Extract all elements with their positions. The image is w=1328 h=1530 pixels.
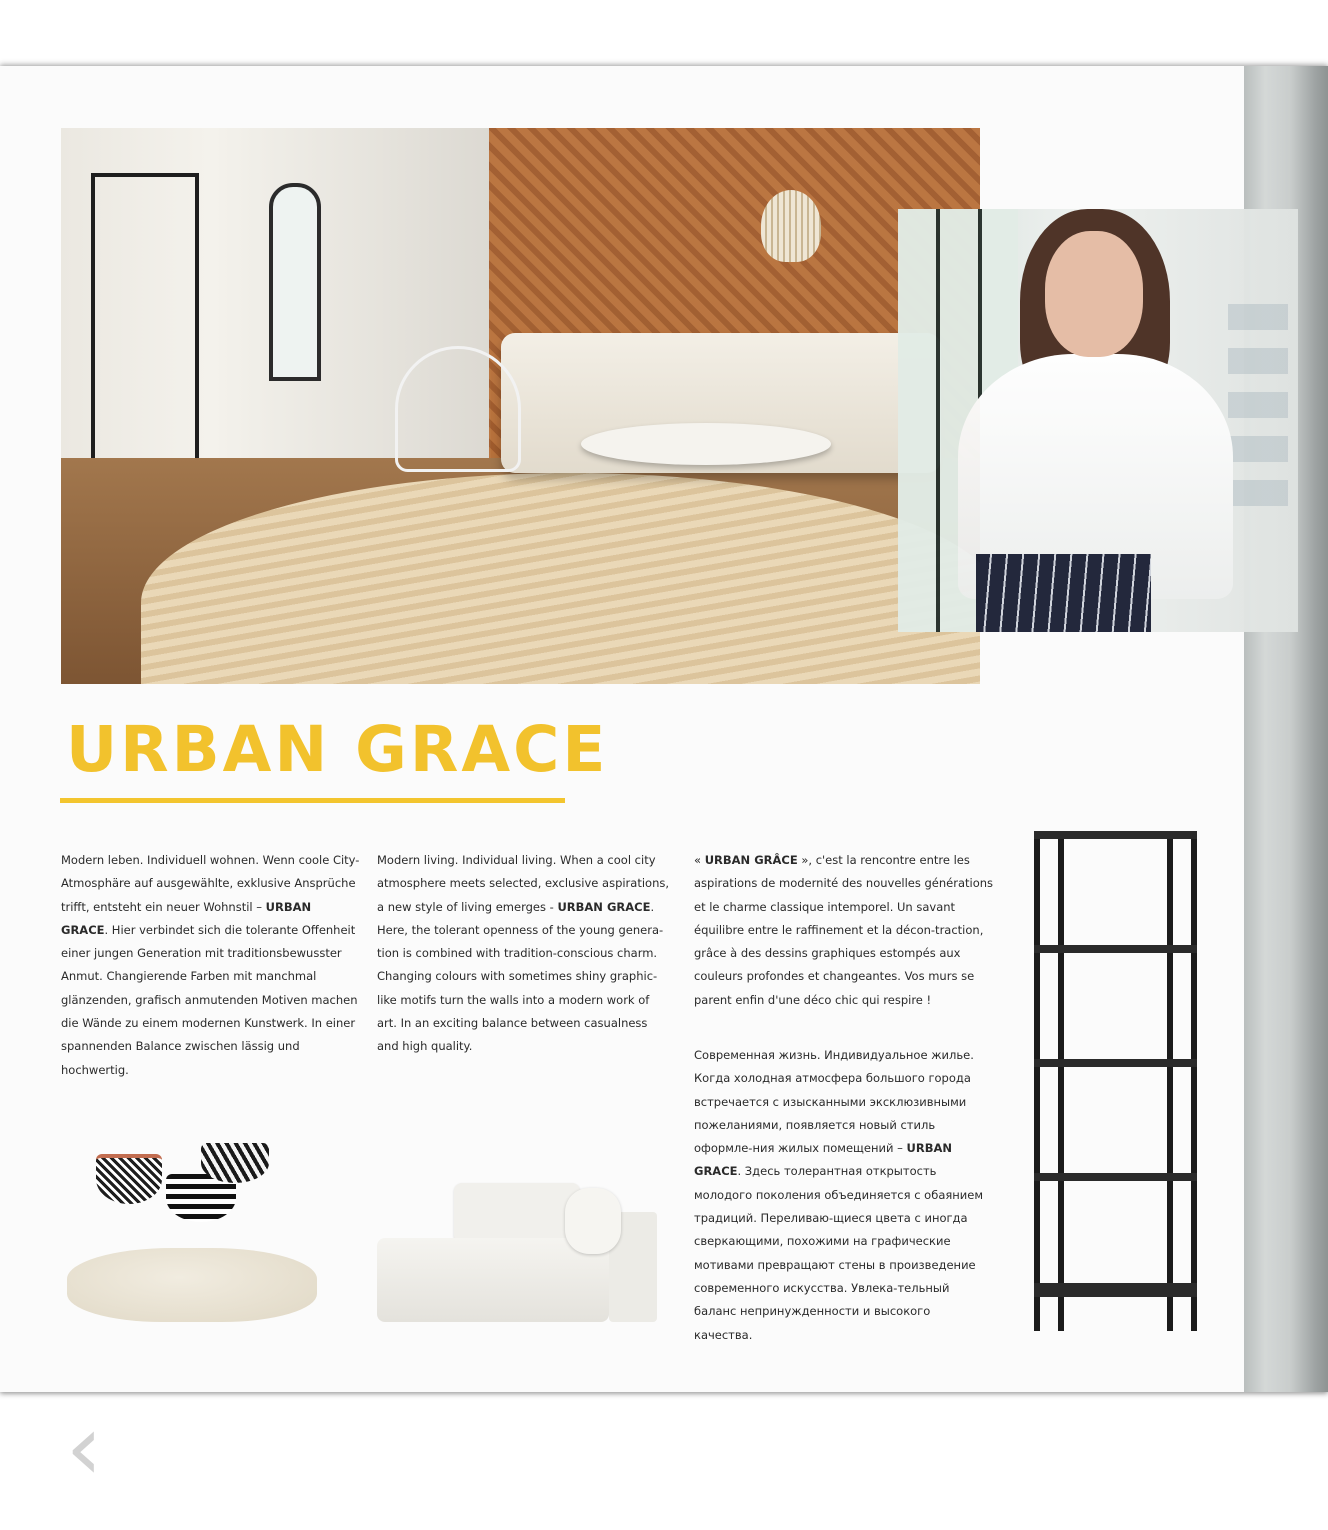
catalog-page [0,66,1328,1392]
living-room-photo [61,128,980,684]
german-brand-name: URBAN GRACE [61,899,312,937]
ornament-bowl-image [201,1143,269,1183]
chaise-seat [377,1238,609,1322]
portrait-striped-trousers [976,554,1151,632]
text-column-french [694,849,994,1012]
english-brand-name: URBAN GRACE [557,899,651,914]
chaise-pillow [565,1188,621,1254]
portrait-pinned-photos [1228,304,1288,524]
text-column-russian [694,1044,989,1347]
english-text-end: . Here, the tolerant openness of the young genera-tion is combined with tradition-conscious charm. Changing colours with sometimes shiny graphic-like motifs turn the walls into a modern work of art. In an exciting balance between casualness and high quality. [377,899,664,1054]
chaise-longue-image [377,1180,657,1326]
viewer-top-bar [0,0,1328,66]
room-black-shelf [91,173,199,486]
shelf-board [1034,945,1197,953]
shelf-board [1034,1173,1197,1181]
portrait-face [1045,231,1143,357]
text-column-english [377,849,672,1059]
shelf-unit-image [1034,831,1197,1331]
german-text-end: . Hier verbindet sich die tolerante Offenheit einer jungen Generation mit traditionsbewusster Anmut. Changierende Farben mit manchmal glänzenden, grafisch anmutenden Motiven machen die Wände zu einem modernen Kunstwerk. In einer spannenden Balance zwischen lässig und hochwertig. [61,922,358,1077]
shelf-post-right [1191,831,1197,1331]
title-underline [60,798,565,803]
russian-brand-name: URBAN GRACE [694,1141,952,1179]
previous-page-button[interactable] [46,1394,122,1501]
french-text-start: « [694,853,705,867]
page-title: URBAN GRACE [66,713,609,786]
shelf-post-left [1034,831,1040,1331]
german-text-start: Modern leben. Individuell wohnen. Wenn coole City-Atmosphäre auf ausgewählte, exklusive Ansprüche trifft, entsteht ein neuer Wohnstil – [61,853,360,914]
french-brand-name: URBAN GRÂCE [704,853,798,867]
room-arched-window [269,183,321,381]
shelf-post-right-inner [1167,831,1173,1331]
shelf-board [1034,1059,1197,1067]
cushion-image [67,1248,317,1322]
portrait-photo [898,209,1298,632]
shelf-post-left-inner [1058,831,1064,1331]
russian-text-end: . Здесь толерантная открытость молодого поколения объединяется с обаянием традиций. Переливаю-щиеся цвета с иногда сверкающими, похожими на графические мотивами превращают стены в произведение современного искусства. Увлека-тельный баланс непринужденности и высокого качества. [694,1164,984,1342]
russian-text-start: Современная жизнь. Индивидуальное жилье. Когда холодная атмосфера большого города встречается с изысканными эксклюзивными пожеланиями, появляется новый стиль оформле-ния жилых помещений – [694,1048,974,1156]
french-text-end: », c'est la rencontre entre les aspirations de modernité des nouvelles générations et le charme classique intemporel. Un savant équilibre entre le raffinement et la décon-traction, grâce à des dessins graphiques estompés aux couleurs profondes et changeantes. Vos murs se parent enfin d'une déco chic qui respire ! [694,853,994,1007]
patterned-bowl-image [96,1154,162,1204]
text-column-german [61,849,361,1082]
chevron-left-icon: ‹ [65,1394,103,1501]
shelf-board [1034,831,1197,839]
room-pendant-lamp [761,190,821,262]
chaise-backrest [454,1183,580,1243]
room-wire-chair [395,346,521,472]
room-coffee-table [581,423,831,465]
english-text-start: Modern living. Individual living. When a cool city atmosphere meets selected, exclusive aspirations, a new style of living emerges - [377,853,670,914]
shelf-board-bottom [1034,1283,1197,1297]
